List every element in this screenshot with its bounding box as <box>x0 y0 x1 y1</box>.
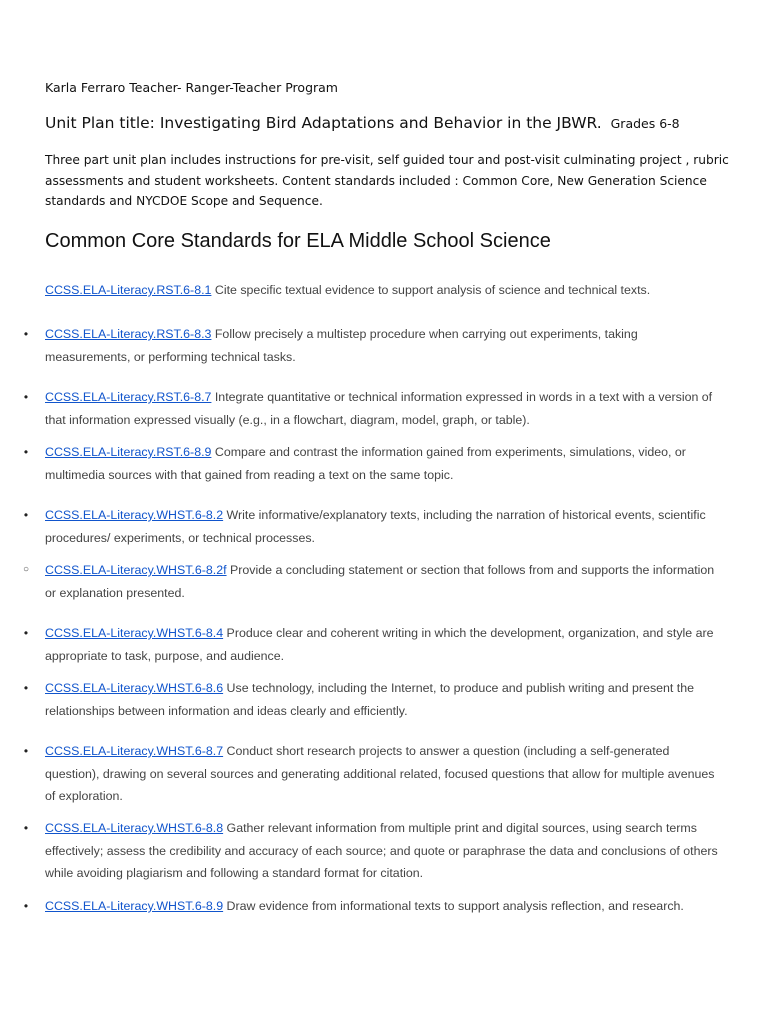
standard-link[interactable]: CCSS.ELA-Literacy.RST.6-8.3 <box>45 327 212 341</box>
standard-item <box>45 279 725 302</box>
standard-item <box>23 817 725 885</box>
bullet-marker: • <box>23 626 29 640</box>
standard-link[interactable]: CCSS.ELA-Literacy.WHST.6-8.2f <box>45 563 227 577</box>
standard-link[interactable]: CCSS.ELA-Literacy.WHST.6-8.9 <box>45 899 224 913</box>
standard-item <box>23 677 725 722</box>
standard-link[interactable]: CCSS.ELA-Literacy.WHST.6-8.7 <box>45 744 224 758</box>
standard-item <box>22 559 725 604</box>
standard-description: Produce clear and coherent writing in which the development, organization, and style are appropriate to task, purpose, and audience. <box>45 626 714 663</box>
bullet-marker: • <box>23 327 29 341</box>
unit-title-text: Unit Plan title: Investigating Bird Adaptations and Behavior in the JBWR. <box>45 114 602 132</box>
bullet-marker: • <box>23 445 29 459</box>
standard-item <box>23 386 725 431</box>
standard-description: Draw evidence from informational texts to support analysis reflection, and research. <box>223 899 684 913</box>
author-line: Karla Ferraro Teacher- Ranger-Teacher Program <box>45 80 338 95</box>
standard-link[interactable]: CCSS.ELA-Literacy.WHST.6-8.8 <box>45 821 224 835</box>
unit-plan-title <box>45 114 680 132</box>
standard-description: Integrate quantitative or technical information expressed in words in a text with a version of that information expressed visually (e.g., in a flowchart, diagram, model, graph, or table). <box>45 390 713 427</box>
bullet-marker: • <box>23 899 29 913</box>
standard-description: Conduct short research projects to answer a question (including a self-generated question), drawing on several sources and generating additional related, focused questions that allow for multiple avenues of exploration. <box>45 744 715 803</box>
standard-link[interactable]: CCSS.ELA-Literacy.WHST.6-8.6 <box>45 681 224 695</box>
bullet-marker: • <box>23 508 29 522</box>
standard-description: Use technology, including the Internet, to produce and publish writing and present the relationships between information and ideas clearly and efficiently. <box>45 681 695 718</box>
standard-link[interactable]: CCSS.ELA-Literacy.WHST.6-8.4 <box>45 626 224 640</box>
bullet-marker: • <box>23 681 29 695</box>
standard-link[interactable]: CCSS.ELA-Literacy.RST.6-8.1 <box>45 283 212 297</box>
grades-label: Grades 6-8 <box>610 116 680 131</box>
bullet-marker: • <box>23 390 29 404</box>
standard-link[interactable]: CCSS.ELA-Literacy.RST.6-8.9 <box>45 445 212 459</box>
standard-description: Compare and contrast the information gained from experiments, simulations, video, or multimedia sources with that gained from reading a text on the same topic. <box>45 445 686 482</box>
bullet-marker: • <box>23 744 29 758</box>
standard-description: Provide a concluding statement or section that follows from and supports the information or explanation presented. <box>45 563 715 600</box>
intro-paragraph: Three part unit plan includes instructions for pre-visit, self guided tour and post-visit culminating project , rubric assessments and student worksheets. Content standards included : Common Core, New Generation Science standards and NYCDOE Scope and Sequence. <box>45 153 729 208</box>
standard-item <box>23 740 725 808</box>
section-heading: Common Core Standards for ELA Middle School Science <box>45 230 551 252</box>
standard-link[interactable]: CCSS.ELA-Literacy.WHST.6-8.2 <box>45 508 224 522</box>
bullet-marker: • <box>23 821 29 835</box>
standard-link[interactable]: CCSS.ELA-Literacy.RST.6-8.7 <box>45 390 212 404</box>
standard-item <box>23 622 725 667</box>
standard-item <box>23 895 725 918</box>
standard-description: Gather relevant information from multiple print and digital sources, using search terms effectively; assess the credibility and accuracy of each source; and quote or paraphrase the data and conclusions of others while avoiding plagiarism and following a standard format for citation. <box>45 821 718 880</box>
standard-item <box>23 323 725 368</box>
standard-item <box>23 441 725 486</box>
standard-description: Write informative/explanatory texts, including the narration of historical events, scientific procedures/ experiments, or technical processes. <box>45 508 706 545</box>
standard-description: Follow precisely a multistep procedure when carrying out experiments, taking measurements, or performing technical tasks. <box>45 327 638 364</box>
circle-bullet-marker: ○ <box>22 564 30 575</box>
standard-item <box>23 504 725 549</box>
standard-description: Cite specific textual evidence to support analysis of science and technical texts. <box>211 283 651 297</box>
